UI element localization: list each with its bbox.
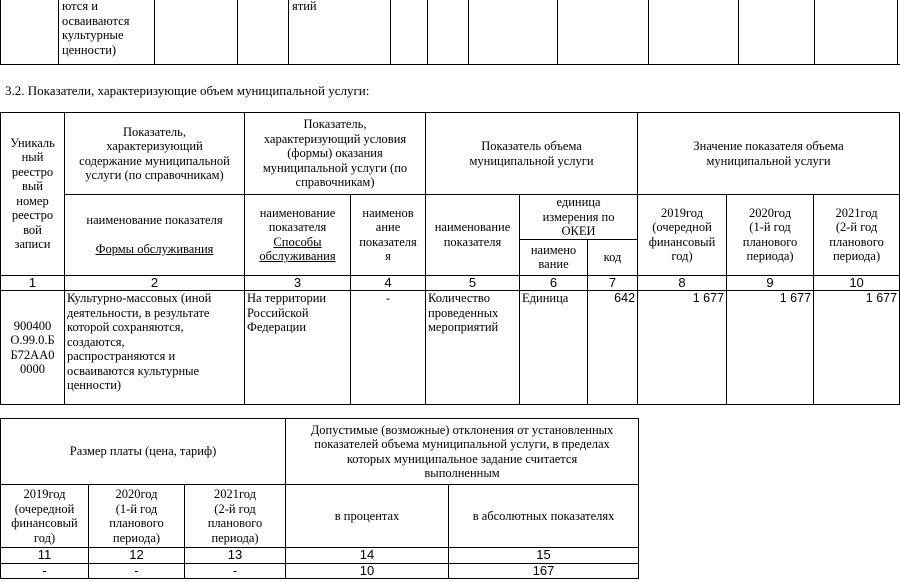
condition-2-value: -: [351, 291, 426, 405]
header-condition-name: [245, 195, 351, 276]
col-number: 10: [814, 275, 900, 291]
col-number: 2: [65, 275, 245, 291]
header-fee-2020: 2020год (1-й год планового периода): [89, 485, 185, 548]
col-number: 4: [351, 275, 426, 291]
header-fee: Размер платы (цена, тариф): [1, 419, 286, 485]
empty-cell: [469, 0, 558, 65]
header-unit-name: наимено вание: [520, 239, 588, 275]
col-number: 8: [638, 275, 727, 291]
condition-name-label: наименование показателя: [259, 205, 336, 235]
col-number: 12: [89, 548, 185, 564]
header-year-2020: 2020год (1-й год планового периода): [727, 195, 814, 276]
header-volume-indicator: Показатель объема муниципальной услуги: [426, 113, 638, 195]
header-year-2019: 2019год (очередной финансовый год): [638, 195, 727, 276]
empty-cell: [238, 0, 289, 65]
col-number: 11: [1, 548, 89, 564]
header-condition-name-2: наименов ание показателя я: [351, 195, 426, 276]
registry-id: 900400 О.99.0.Б Б72АА0 0000: [1, 291, 65, 405]
empty-cell: [558, 0, 649, 65]
header-deviation: Допустимые (возможные) отклонения от установленных показателей объема муниципальной услуги, в пределах которых муниципальное задание считается выполненным: [286, 419, 639, 485]
col-number: 7: [588, 275, 638, 291]
fragment-text-2: ятий: [289, 0, 391, 65]
unit-code-value: 642: [588, 291, 638, 405]
section-heading: 3.2. Показатели, характеризующие объем муниципальной услуги:: [5, 83, 370, 98]
col-number: 6: [520, 275, 588, 291]
fee-2020-value: -: [89, 563, 185, 579]
volume-name-value: Количество проведенных мероприятий: [426, 291, 520, 405]
header-year-2021: 2021год (2-й год планового периода): [814, 195, 900, 276]
value-2021: 1 677: [814, 291, 900, 405]
fee-2021-value: -: [185, 563, 286, 579]
deviation-percent-value: 10: [286, 563, 449, 579]
empty-cell: [1, 0, 59, 65]
empty-cell: [155, 0, 238, 65]
header-volume-name: наименование показателя: [426, 195, 520, 276]
col-number: 9: [727, 275, 814, 291]
header-content-name: [65, 195, 245, 276]
fee-2019-value: -: [1, 563, 89, 579]
empty-cell: [428, 0, 469, 65]
header-percent: в процентах: [286, 485, 449, 548]
col-number: 14: [286, 548, 449, 564]
header-content-indicator: Показатель, характеризующий содержание муниципальной услуги (по справочникам): [65, 113, 245, 195]
col-number: 3: [245, 275, 351, 291]
condition-value: На территории Российской Федерации: [245, 291, 351, 405]
empty-cell: [391, 0, 428, 65]
fragment-text: ются и осваиваются культурные ценности): [59, 0, 155, 65]
header-conditions-indicator: Показатель, характеризующий условия (формы) оказания муниципальной услуги (по справочникам): [245, 113, 426, 195]
col-number: 1: [1, 275, 65, 291]
volume-indicators-table: [0, 112, 900, 405]
unit-value: Единица: [520, 291, 588, 405]
deviation-absolute-value: 167: [449, 563, 639, 579]
value-2020: 1 677: [727, 291, 814, 405]
content-name-value: Формы обслуживания: [95, 241, 214, 256]
fee-deviation-table: [0, 418, 639, 579]
value-2019: 1 677: [638, 291, 727, 405]
content-value: Культурно-массовых (иной деятельности, в результате которой сохраняются, создаются, распространяются и осваиваются культурные ценности): [65, 291, 245, 405]
condition-name-value: Способы обслуживания: [259, 234, 336, 264]
header-unit: единица измерения по ОКЕИ: [520, 195, 638, 240]
col-number: 15: [449, 548, 639, 564]
header-fee-2021: 2021год (2-й год планового периода): [185, 485, 286, 548]
header-unique-number: Уникаль ный реестро вый номер реестро вой записи: [1, 113, 65, 276]
header-unit-code: код: [588, 239, 638, 275]
empty-cell: [815, 0, 898, 65]
previous-table-fragment: [0, 0, 900, 65]
header-absolute: в абсолютных показателях: [449, 485, 639, 548]
col-number: 5: [426, 275, 520, 291]
header-volume-value: Значение показателя объема муниципальной услуги: [638, 113, 900, 195]
empty-cell: [649, 0, 739, 65]
header-fee-2019: 2019год (очередной финансовый год): [1, 485, 89, 548]
content-name-label: наименование показателя: [86, 213, 223, 228]
col-number: 13: [185, 548, 286, 564]
empty-cell: [739, 0, 815, 65]
